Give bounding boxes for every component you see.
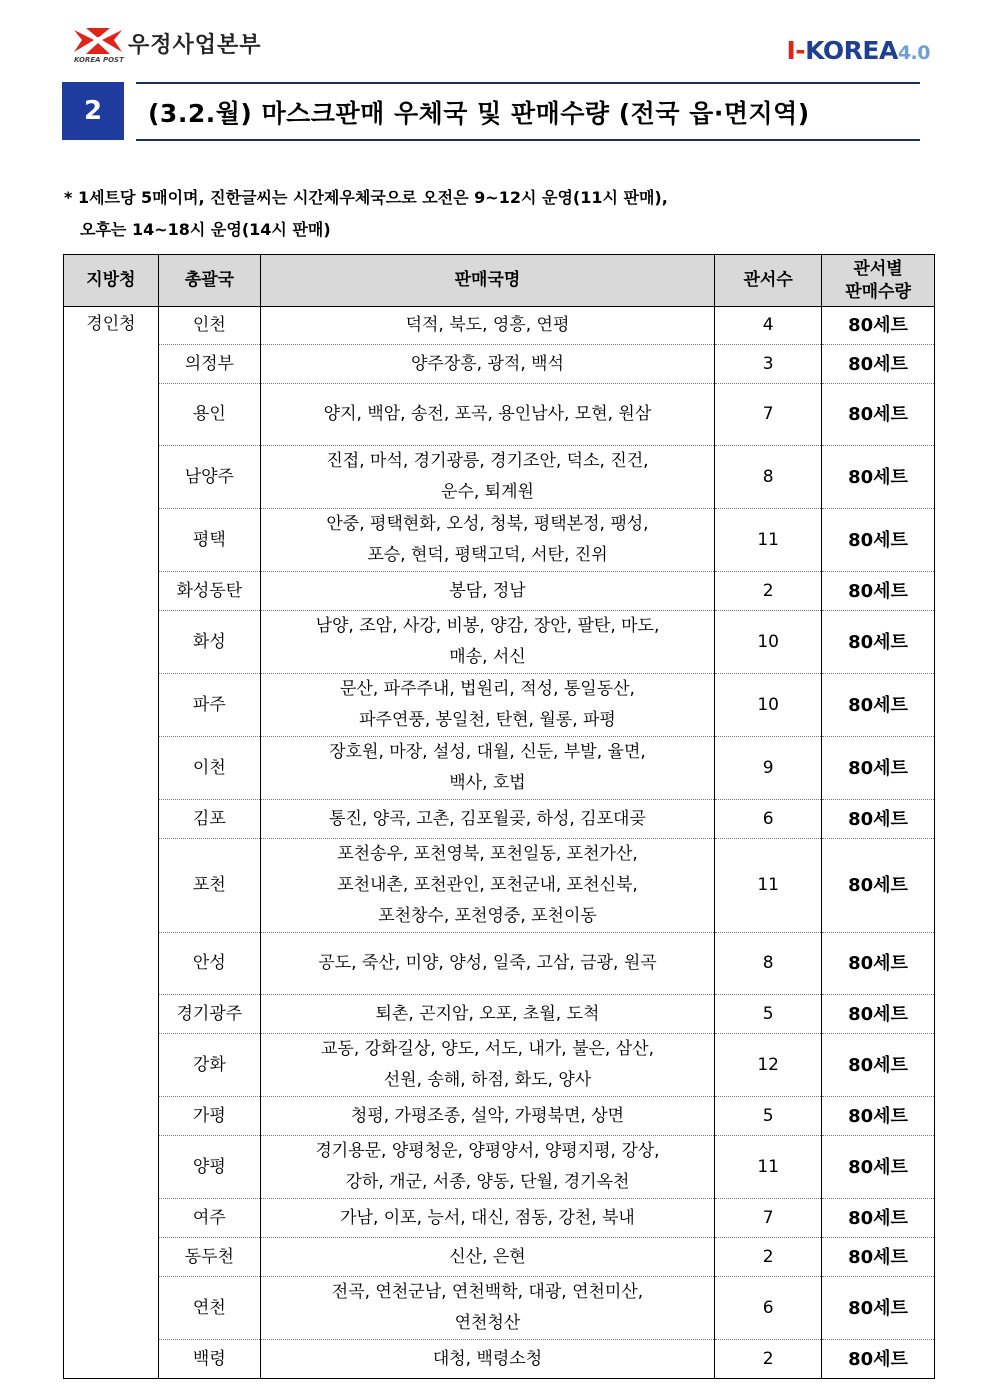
offices-line: 장호원, 마장, 설성, 대월, 신둔, 부발, 율면, (329, 742, 646, 762)
offices-line: 백사, 호법 (449, 773, 526, 793)
table-row (64, 1277, 935, 1340)
count-cell: 2 (715, 572, 822, 611)
offices-cell (260, 1199, 714, 1238)
table-header-row (64, 255, 935, 307)
offices-line: 신산, 은현 (449, 1246, 526, 1267)
qty-cell: 80세트 (822, 384, 935, 446)
offices-line: 포승, 현덕, 평택고덕, 서탄, 진위 (367, 545, 608, 565)
hq-cell: 포천 (158, 839, 260, 933)
count-cell: 5 (715, 1097, 822, 1136)
qty-cell: 80세트 (822, 1034, 935, 1097)
offices-line: 강하, 개군, 서종, 양동, 단월, 경기옥천 (345, 1172, 630, 1192)
table-row (64, 509, 935, 572)
qty-cell: 80세트 (822, 611, 935, 674)
header-offices: 판매국명 (260, 255, 714, 307)
count-cell: 11 (715, 839, 822, 933)
offices-line: 안중, 평택현화, 오성, 청북, 평택본정, 팽성, (326, 514, 649, 534)
offices-cell (260, 1097, 714, 1136)
table-row (64, 345, 935, 384)
offices-cell (260, 509, 714, 572)
count-cell: 9 (715, 737, 822, 800)
offices-cell (260, 572, 714, 611)
hq-cell: 인천 (158, 307, 260, 345)
qty-cell: 80세트 (822, 1277, 935, 1340)
offices-line: 양주장흥, 광적, 백석 (410, 353, 564, 374)
hq-cell: 동두천 (158, 1238, 260, 1277)
offices-cell (260, 1238, 714, 1277)
qty-cell: 80세트 (822, 509, 935, 572)
offices-line: 덕적, 북도, 영흥, 연평 (405, 315, 570, 335)
hq-cell: 의정부 (158, 345, 260, 384)
hq-cell: 남양주 (158, 446, 260, 509)
qty-cell: 80세트 (822, 1136, 935, 1199)
count-cell: 6 (715, 1277, 822, 1340)
offices-cell (260, 345, 714, 384)
offices-line: 경기용문, 양평청운, 양평양서, 양평지평, 강상, (315, 1141, 660, 1161)
offices-cell (260, 737, 714, 800)
section-title: (3.2.월) 마스크판매 우체국 및 판매수량 (전국 읍·면지역) (148, 98, 810, 128)
offices-line: 전곡, 연천군남, 연천백학, 대광, 연천미산, (331, 1282, 644, 1302)
hq-cell: 용인 (158, 384, 260, 446)
note-line-1: * 1세트당 5매이며, 진한글씨는 시간제우체국으로 오전은 9∼12시 운영(11시 판매), (64, 188, 668, 207)
qty-cell: 80세트 (822, 307, 935, 345)
note-line-2: 오후는 14∼18시 운영(14시 판매) (80, 220, 331, 239)
section-title-bar (62, 82, 920, 141)
count-cell: 7 (715, 384, 822, 446)
qty-cell: 80세트 (822, 572, 935, 611)
page-header (0, 0, 984, 80)
qty-cell: 80세트 (822, 995, 935, 1034)
count-cell: 10 (715, 674, 822, 737)
table-row (64, 1340, 935, 1379)
offices-line: 매송, 서신 (449, 647, 526, 667)
table-row (64, 384, 935, 446)
offices-cell (260, 995, 714, 1034)
offices-cell (260, 1136, 714, 1199)
offices-line: 가남, 이포, 능서, 대신, 점동, 강천, 북내 (340, 1207, 635, 1228)
offices-cell (260, 1277, 714, 1340)
offices-cell (260, 446, 714, 509)
offices-cell (260, 933, 714, 995)
hq-cell: 화성 (158, 611, 260, 674)
offices-line: 통진, 양곡, 고촌, 김포월곶, 하성, 김포대곶 (329, 808, 646, 829)
hq-cell: 이천 (158, 737, 260, 800)
table-row (64, 446, 935, 509)
region-cell: 경인청 (64, 307, 159, 1379)
table-row (64, 1097, 935, 1136)
table-row (64, 800, 935, 839)
table-row (64, 674, 935, 737)
brand-name: KOREA (805, 36, 898, 65)
count-cell: 8 (715, 933, 822, 995)
offices-cell (260, 1034, 714, 1097)
offices-cell (260, 1340, 714, 1379)
offices-line: 청평, 가평조종, 설악, 가평북면, 상면 (350, 1105, 625, 1126)
offices-cell (260, 307, 714, 345)
count-cell: 12 (715, 1034, 822, 1097)
offices-line: 진접, 마석, 경기광릉, 경기조안, 덕소, 진건, (326, 451, 649, 471)
qty-cell: 80세트 (822, 1097, 935, 1136)
table-row (64, 572, 935, 611)
korea-post-logo (72, 26, 292, 70)
count-cell: 11 (715, 1136, 822, 1199)
org-name: 우정사업본부 (128, 33, 262, 58)
table-row (64, 1136, 935, 1199)
offices-line: 공도, 죽산, 미양, 양성, 일죽, 고삼, 금광, 원곡 (318, 953, 657, 973)
table-row (64, 1238, 935, 1277)
hq-cell: 여주 (158, 1199, 260, 1238)
offices-line: 퇴촌, 곤지암, 오포, 초월, 도척 (375, 1003, 600, 1024)
header-region: 지방청 (64, 255, 159, 307)
org-sub-name: KOREA POST (74, 56, 124, 64)
qty-cell: 80세트 (822, 839, 935, 933)
hq-cell: 안성 (158, 933, 260, 995)
count-cell: 4 (715, 307, 822, 345)
offices-line: 포천송우, 포천영북, 포천일동, 포천가산, (337, 844, 638, 864)
offices-line: 포천창수, 포천영중, 포천이동 (378, 906, 597, 926)
offices-line: 파주연풍, 봉일천, 탄현, 월롱, 파평 (359, 710, 616, 730)
qty-cell: 80세트 (822, 674, 935, 737)
hq-cell: 화성동탄 (158, 572, 260, 611)
section-title-box (136, 82, 920, 141)
table-row (64, 307, 935, 345)
count-cell: 2 (715, 1238, 822, 1277)
qty-cell: 80세트 (822, 446, 935, 509)
table-row (64, 1034, 935, 1097)
table-row (64, 1199, 935, 1238)
count-cell: 11 (715, 509, 822, 572)
header-qty-line-2: 판매수량 (845, 281, 911, 302)
offices-cell (260, 384, 714, 446)
offices-cell (260, 674, 714, 737)
count-cell: 3 (715, 345, 822, 384)
offices-cell (260, 839, 714, 933)
header-qty (822, 255, 935, 307)
hq-cell: 연천 (158, 1277, 260, 1340)
hq-cell: 김포 (158, 800, 260, 839)
table-row (64, 995, 935, 1034)
brand-prefix: I- (786, 36, 806, 65)
korea-post-emblem-icon (72, 26, 124, 56)
count-cell: 6 (715, 800, 822, 839)
offices-line: 선원, 송해, 하점, 화도, 양사 (383, 1070, 592, 1090)
hq-cell: 경기광주 (158, 995, 260, 1034)
header-hq: 총괄국 (158, 255, 260, 307)
table-row (64, 737, 935, 800)
offices-line: 운수, 퇴계원 (441, 482, 534, 502)
offices-line: 문산, 파주주내, 법원리, 적성, 통일동산, (340, 679, 635, 699)
qty-cell: 80세트 (822, 737, 935, 800)
qty-cell: 80세트 (822, 933, 935, 995)
offices-line: 남양, 조암, 사강, 비봉, 양감, 장안, 팔탄, 마도, (315, 616, 660, 636)
offices-cell (260, 800, 714, 839)
qty-cell: 80세트 (822, 1199, 935, 1238)
qty-cell: 80세트 (822, 345, 935, 384)
count-cell: 7 (715, 1199, 822, 1238)
offices-cell (260, 611, 714, 674)
header-count: 관서수 (715, 255, 822, 307)
qty-cell: 80세트 (822, 1340, 935, 1379)
section-number: 2 (62, 82, 124, 140)
brand-version: 4.0 (897, 42, 930, 64)
offices-line: 양지, 백암, 송전, 포곡, 용인남사, 모현, 원삼 (323, 404, 652, 424)
count-cell: 5 (715, 995, 822, 1034)
qty-cell: 80세트 (822, 1238, 935, 1277)
hq-cell: 평택 (158, 509, 260, 572)
offices-line: 봉담, 정남 (449, 580, 526, 601)
mask-sales-table (63, 254, 935, 1379)
count-cell: 8 (715, 446, 822, 509)
header-qty-line-1: 관서별 (853, 258, 903, 279)
hq-cell: 강화 (158, 1034, 260, 1097)
table-row (64, 933, 935, 995)
qty-cell: 80세트 (822, 800, 935, 839)
offices-line: 대청, 백령소청 (432, 1348, 543, 1369)
hq-cell: 가평 (158, 1097, 260, 1136)
offices-line: 교동, 강화길상, 양도, 서도, 내가, 불은, 삼산, (320, 1039, 654, 1059)
sales-note (64, 182, 668, 246)
offices-line: 포천내촌, 포천관인, 포천군내, 포천신북, (337, 875, 638, 895)
offices-line: 연천청산 (454, 1313, 521, 1333)
i-korea-logo (786, 36, 930, 65)
count-cell: 10 (715, 611, 822, 674)
table-row (64, 611, 935, 674)
table-row (64, 839, 935, 933)
hq-cell: 파주 (158, 674, 260, 737)
count-cell: 2 (715, 1340, 822, 1379)
hq-cell: 백령 (158, 1340, 260, 1379)
hq-cell: 양평 (158, 1136, 260, 1199)
